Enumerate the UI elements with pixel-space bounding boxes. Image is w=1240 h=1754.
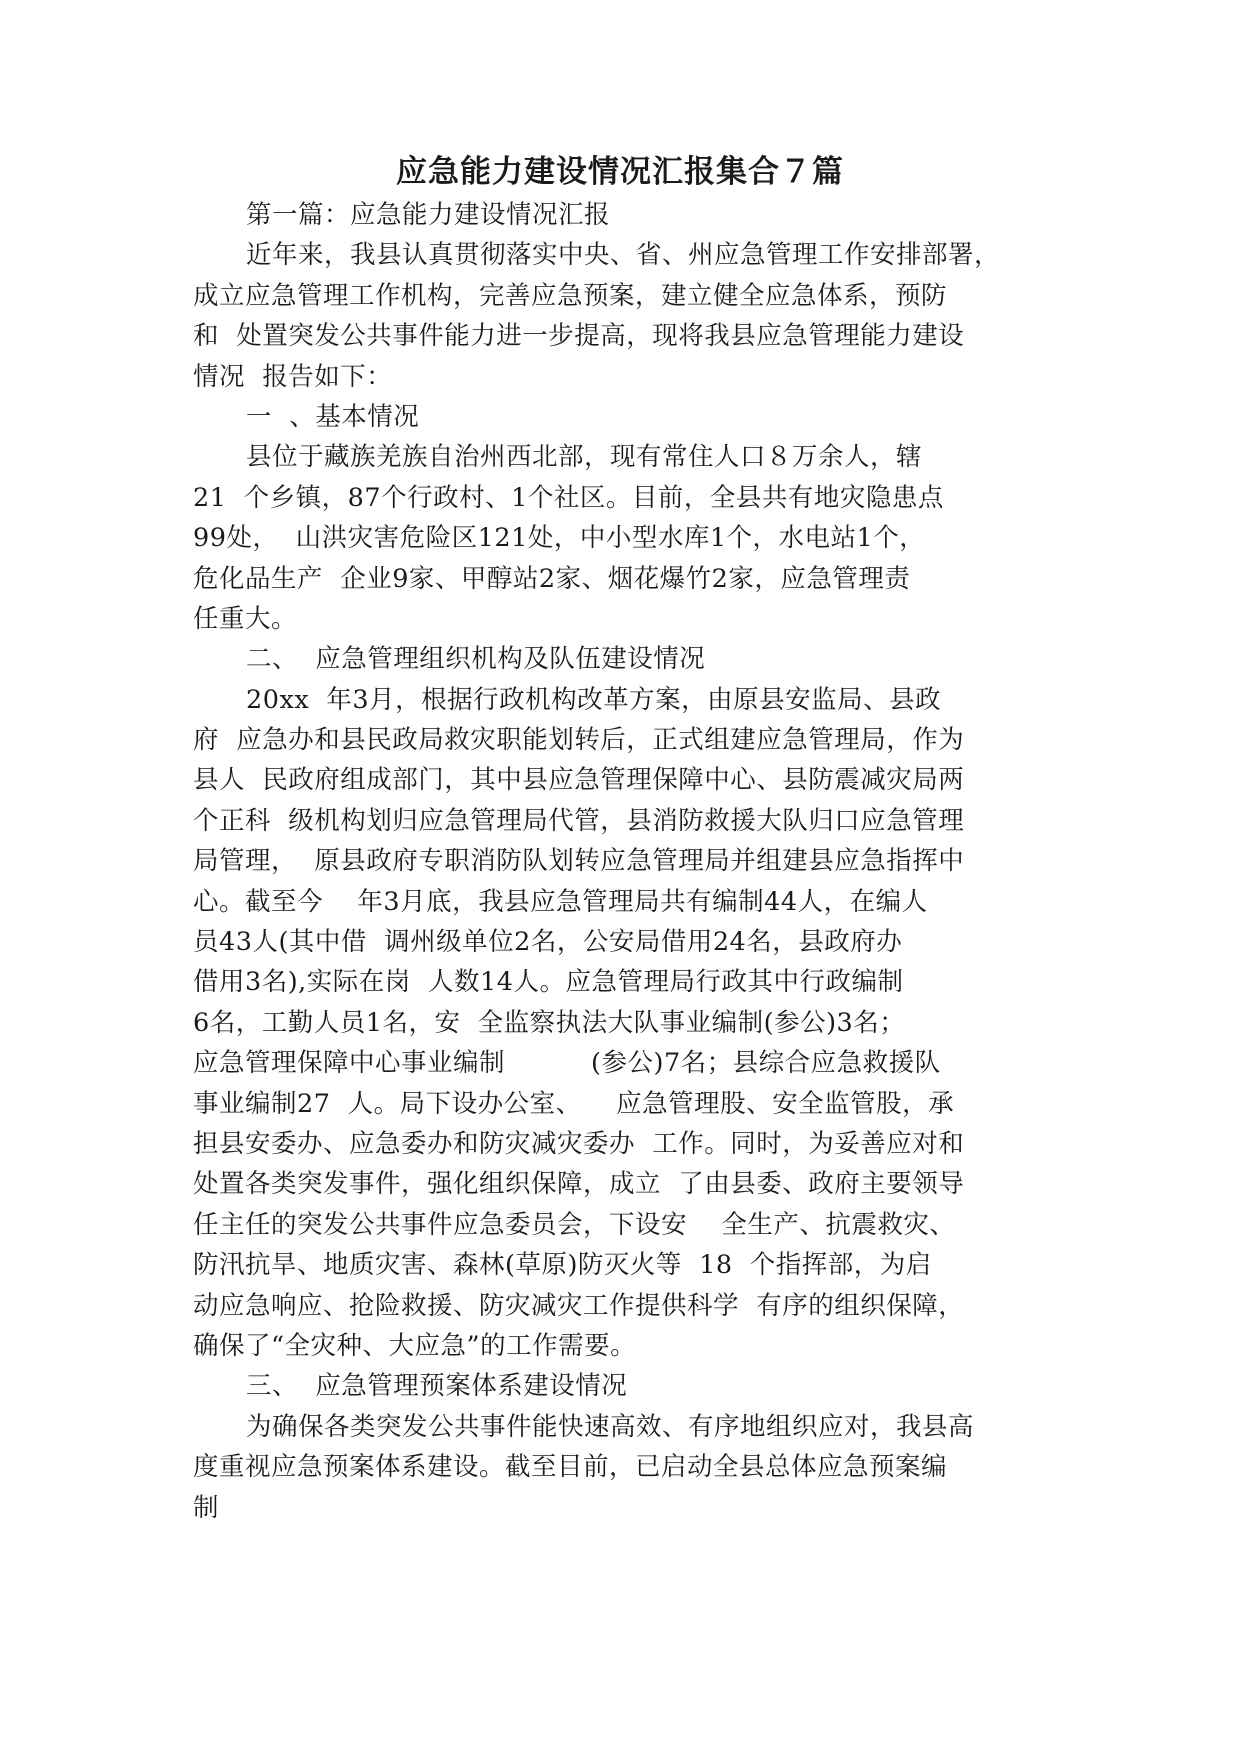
body-line: 成立应急管理工作机构，完善应急预案，建立健全应急体系，预防	[193, 280, 948, 311]
body-line: 处置各类突发事件，强化组织保障，成立 了由县委、政府主要领导	[193, 1169, 965, 1200]
body-line: 危化品生产 企业9家、甲醇站2家、烟花爆竹2家，应急管理责	[193, 563, 911, 594]
body-line: 三、 应急管理预案体系建设情况	[246, 1371, 628, 1402]
body-line: 借用3名),实际在岗 人数14人。应急管理局行政其中行政编制	[193, 967, 904, 998]
body-line: 二、 应急管理组织机构及队伍建设情况	[246, 644, 706, 675]
body-line: 动应急响应、抢险救援、防灾减灾工作提供科学 有序的组织保障，	[193, 1290, 965, 1321]
body-line: 第一篇：应急能力建设情况汇报	[246, 200, 611, 230]
body-line: 近年来，我县认真贯彻落实中央、省、州应急管理工作安排部署，	[246, 240, 1001, 271]
body-line: 员43人(其中借 调州级单位2名，公安局借用24名，县政府办	[193, 927, 903, 958]
body-line: 防汛抗旱、地质灾害、森林(草原)防灭火等 18 个指挥部，为启	[193, 1250, 932, 1281]
document-body	[193, 195, 1051, 1528]
body-line: 为确保各类突发公共事件能快速高效、有序地组织应对，我县高	[246, 1411, 975, 1442]
body-line: 确保了“全灾种、大应急”的工作需要。	[193, 1330, 637, 1361]
body-line: 和 处置突发公共事件能力进一步提高，现将我县应急管理能力建设	[193, 321, 965, 352]
body-line: 任重大。	[193, 603, 298, 634]
body-line: 任主任的突发公共事件应急委员会，下设安 全生产、抗震救灾、	[193, 1209, 956, 1240]
body-line: 个正科 级机构划归应急管理局代管，县消防救援大队归口应急管理	[193, 805, 965, 836]
body-line: 20xx 年3月，根据行政机构改革方案，由原县安监局、县政	[246, 684, 942, 715]
body-line: 度重视应急预案体系建设。截至目前，已启动全县总体应急预案编	[193, 1452, 948, 1483]
body-line: 心。截至今 年3月底，我县应急管理局共有编制44人，在编人	[193, 886, 928, 917]
document-title: 应急能力建设情况汇报集合７篇	[396, 154, 844, 190]
body-line: 99处， 山洪灾害危险区121处，中小型水库1个，水电站1个，	[193, 523, 926, 554]
body-line: 制	[193, 1492, 220, 1523]
body-line: 县位于藏族羌族自治州西北部，现有常住人口８万余人，辖	[246, 442, 923, 473]
body-line: 府 应急办和县民政局救灾职能划转后，正式组建应急管理局，作为	[193, 725, 965, 756]
body-line: 6名，工勤人员1名，安 全监察执法大队事业编制(参公)3名；	[193, 1007, 906, 1038]
body-line: 担县安委办、应急委办和防灾减灾委办 工作。同时，为妥善应对和	[193, 1128, 965, 1159]
body-line: 一 、基本情况	[246, 401, 420, 432]
body-line: 事业编制27 人。局下设办公室、 应急管理股、安全监管股，承	[193, 1088, 955, 1119]
body-line: 21 个乡镇，87个行政村、1个社区。目前，全县共有地灾隐患点	[193, 482, 944, 513]
body-line: 情况 报告如下：	[193, 361, 393, 392]
body-line: 局管理， 原县政府专职消防队划转应急管理局并组建县应急指挥中	[193, 846, 965, 877]
body-line: 应急管理保障中心事业编制 (参公)7名；县综合应急救援队	[193, 1048, 941, 1079]
body-line: 县人 民政府组成部门，其中县应急管理保障中心、县防震减灾局两	[193, 765, 965, 796]
